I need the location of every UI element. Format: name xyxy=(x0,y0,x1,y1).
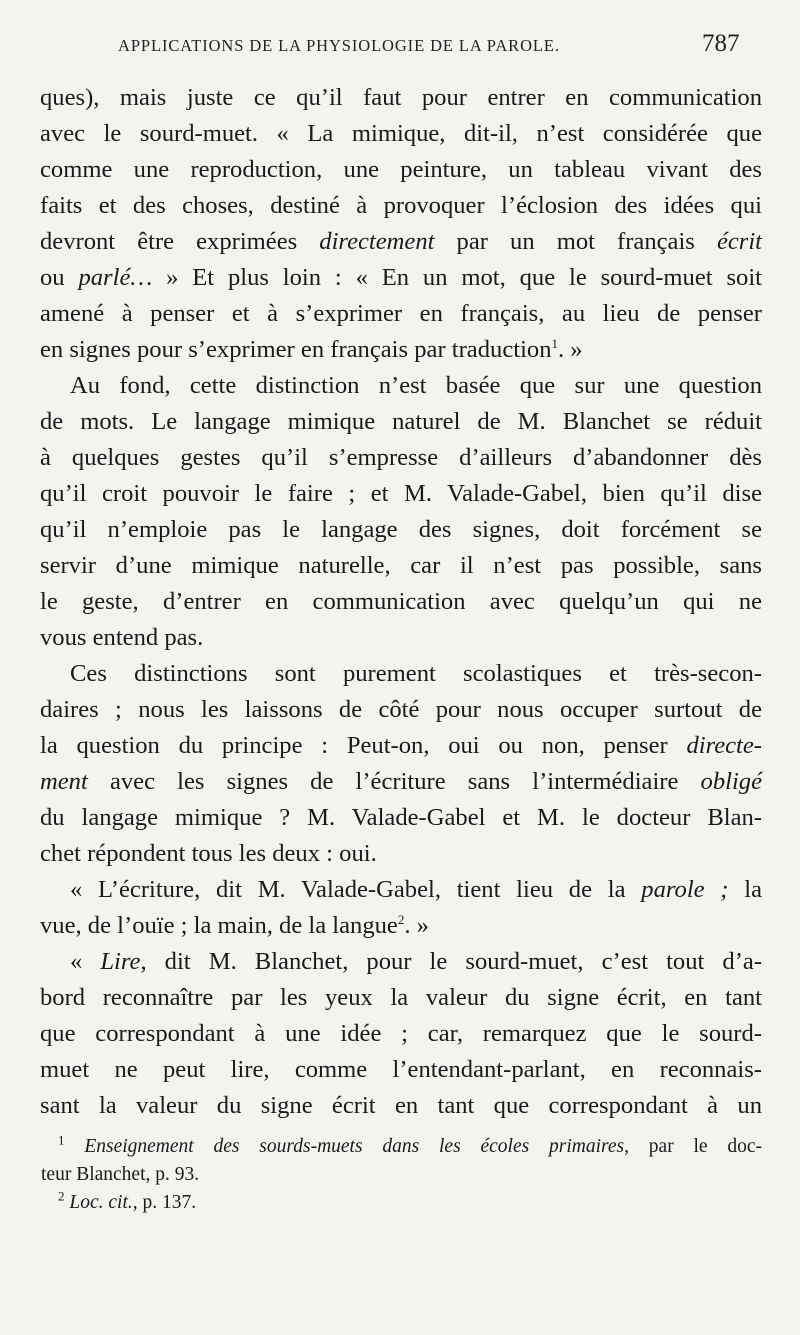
italic-run: écrit xyxy=(716,228,763,255)
italic-run: ment xyxy=(40,768,88,795)
text-line xyxy=(40,728,762,764)
text-line xyxy=(40,332,762,368)
text-run: . » xyxy=(558,336,583,363)
text-line: faits et des choses, destiné à provoquer l’éclosion des idées qui xyxy=(40,192,762,219)
text-run: vue, de l’ouïe ; la main, de la langue xyxy=(40,912,398,939)
text-run: avec les signes de l’écriture sans l’intermédiaire xyxy=(87,768,701,795)
footnote-number: 1 xyxy=(58,1132,65,1148)
text-line xyxy=(40,944,762,980)
text-line xyxy=(40,260,762,296)
text-line: qu’il croit pouvoir le faire ; et M. Valade-Gabel, bien qu’il dise xyxy=(40,480,762,507)
text-line: que correspondant à une idée ; car, remarquez que le sourd- xyxy=(40,1020,762,1047)
footnote-text: , par le doc- xyxy=(624,1136,763,1157)
text-run: , dit M. Blanchet, pour le sourd-muet, c’est tout d’a- xyxy=(140,948,763,975)
text-line: sant la valeur du signe écrit en tant que correspondant à un xyxy=(40,1092,762,1119)
text-run: la xyxy=(728,876,762,903)
italic-run: parole ; xyxy=(641,876,729,903)
text-run: devront être exprimées xyxy=(40,228,320,255)
italic-run: obligé xyxy=(700,768,762,795)
text-run: . » xyxy=(404,912,429,939)
text-line: qu’il n’emploie pas le langage des signes, doit forcément se xyxy=(40,516,762,543)
text-run: ou xyxy=(40,264,79,291)
page-number: 787 xyxy=(702,30,740,57)
text-line: vous entend pas. xyxy=(40,624,204,651)
text-line xyxy=(40,872,762,908)
text-line: comme une reproduction, une peinture, un tableau vivant des xyxy=(40,156,762,183)
footnote-ref: 1 xyxy=(551,335,558,351)
footnotes xyxy=(41,1132,763,1217)
text-run: « L’écriture, dit M. Valade-Gabel, tient lieu de la xyxy=(70,876,642,903)
text-line: daires ; nous les laissons de côté pour nous occuper surtout de xyxy=(40,696,762,723)
text-line xyxy=(40,908,762,944)
text-line: avec le sourd-muet. « La mimique, dit-il, n’est considérée que xyxy=(40,120,762,147)
footnote-2 xyxy=(58,1189,762,1217)
italic-run: Lire xyxy=(100,948,141,975)
text-line: de mots. Le langage mimique naturel de M. Blanchet se réduit xyxy=(40,408,762,435)
text-line: du langage mimique ? M. Valade-Gabel et M. le docteur Blan- xyxy=(40,804,762,831)
text-line: Au fond, cette distinction n’est basée que sur une question xyxy=(70,372,762,399)
footnote-title: Enseignement des sourds-muets dans les écoles primaires xyxy=(84,1136,625,1157)
text-line: servir d’une mimique naturelle, car il n’est pas possible, sans xyxy=(40,552,762,579)
footnote-number: 2 xyxy=(58,1188,65,1204)
text-line: à quelques gestes qu’il s’empresse d’ailleurs d’abandonner dès xyxy=(40,444,762,471)
italic-run: parlé… xyxy=(78,264,153,291)
text-run: » Et plus loin : « En un mot, que le sourd-muet soit xyxy=(152,264,762,291)
running-title: APPLICATIONS DE LA PHYSIOLOGIE DE LA PAROLE. xyxy=(118,36,560,55)
text-run: par un mot français xyxy=(434,228,717,255)
text-line: Ces distinctions sont purement scolastiques et très-secon- xyxy=(70,660,762,687)
text-run: en signes pour s’exprimer en français par traduction xyxy=(40,336,552,363)
text-run: « xyxy=(70,948,101,975)
footnote-1 xyxy=(58,1133,762,1161)
body-text xyxy=(40,80,762,1124)
text-line: chet répondent tous les deux : oui. xyxy=(40,840,377,867)
italic-run: directe- xyxy=(686,732,762,759)
text-line: ques), mais juste ce qu’il faut pour entrer en communication xyxy=(40,84,762,111)
footnote-ref: 2 xyxy=(397,911,405,927)
text-line: le geste, d’entrer en communication avec quelqu’un qui ne xyxy=(40,588,762,615)
italic-run: directement xyxy=(319,228,435,255)
text-run: la question du principe : Peut-on, oui ou non, penser xyxy=(40,732,687,759)
footnote-title: Loc. cit. xyxy=(69,1192,133,1213)
footnote-1-continued: teur Blanchet, p. 93. xyxy=(41,1164,200,1185)
text-line: amené à penser et à s’exprimer en français, au lieu de penser xyxy=(40,300,762,327)
text-line: muet ne peut lire, comme l’entendant-parlant, en reconnais- xyxy=(40,1056,762,1083)
text-line xyxy=(40,764,762,800)
text-line: bord reconnaître par les yeux la valeur du signe écrit, en tant xyxy=(40,984,762,1011)
page-header xyxy=(0,30,800,64)
text-line xyxy=(40,224,762,260)
footnote-text: , p. 137. xyxy=(132,1192,197,1213)
